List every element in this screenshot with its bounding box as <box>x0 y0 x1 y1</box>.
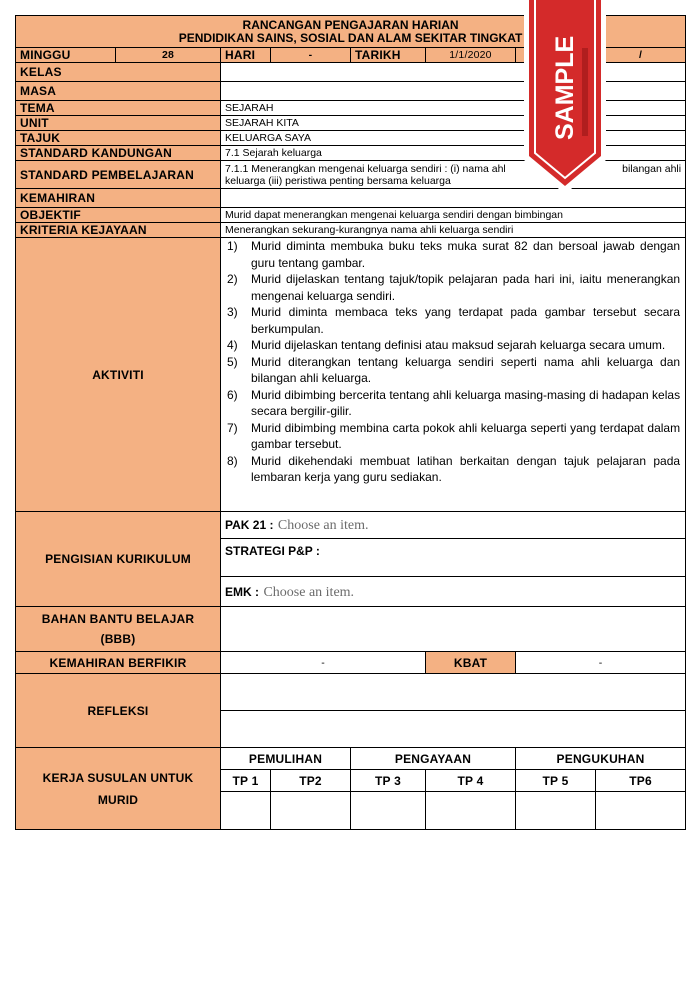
kbat-label: KBAT <box>426 652 516 674</box>
kriteria-label: KRITERIA KEJAYAAN <box>16 223 221 238</box>
strategi-row <box>221 539 686 577</box>
aktiviti-item-number: 3) <box>227 305 238 319</box>
kerja-susulan-line-2: MURID <box>97 792 139 807</box>
aktiviti-item-number: 8) <box>227 453 238 468</box>
aktiviti-item <box>227 420 680 453</box>
aktiviti-item-number: 6) <box>227 387 238 402</box>
aktiviti-item <box>227 354 680 387</box>
tp3-header: TP 3 <box>351 770 426 792</box>
extra-value: / <box>596 48 686 63</box>
aktiviti-item-text: Murid diminta membaca teks yang terdapat pada gambar tersebut secara berkumpulan. <box>251 305 681 336</box>
kemahiran-berfikir-value: - <box>221 652 426 674</box>
tp6-header: TP6 <box>596 770 686 792</box>
pak21-dropdown[interactable]: Choose an item. <box>277 518 369 533</box>
tp6-cell[interactable] <box>596 792 686 830</box>
bbb-label-line-2: (BBB) <box>100 632 136 646</box>
aktiviti-item <box>227 304 680 337</box>
standard-kandungan-label: STANDARD KANDUNGAN <box>16 146 221 161</box>
sp-text-a: 7.1.1 Menerangkan mengenai keluarga sendiri : (i) nama ahl <box>225 162 506 175</box>
standard-pembelajaran-value <box>221 161 686 189</box>
pemulihan-header: PEMULIHAN <box>221 748 351 770</box>
refleksi-line-2[interactable] <box>221 711 686 748</box>
kemahiran-berfikir-label: KEMAHIRAN BERFIKIR <box>16 652 221 674</box>
pengayaan-header: PENGAYAAN <box>351 748 516 770</box>
aktiviti-item-number: 1) <box>227 239 238 253</box>
tp4-header: TP 4 <box>426 770 516 792</box>
title-line-2: PENDIDIKAN SAINS, SOSIAL DAN ALAM SEKITAR TINGKAT <box>178 30 523 45</box>
unit-value: SEJARAH KITA <box>221 116 686 131</box>
refleksi-label: REFLEKSI <box>16 674 221 748</box>
hari-value: - <box>271 48 351 63</box>
standard-pembelajaran-label: STANDARD PEMBELAJARAN <box>16 161 221 189</box>
aktiviti-item-text: Murid dikehendaki membuat latihan berkaitan dengan tajuk pelajaran pada lembaran kerja yang guru sediakan. <box>251 453 681 484</box>
kbat-value: - <box>516 652 686 674</box>
kriteria-value: Menerangkan sekurang-kurangnya nama ahli keluarga sendiri <box>221 223 686 238</box>
aktiviti-item-text: Murid dibimbing membina carta pokok ahli keluarga seperti yang terdapat dalam gambar tersebut. <box>251 420 681 451</box>
objektif-label: OBJEKTIF <box>16 208 221 223</box>
tajuk-label: TAJUK <box>16 131 221 146</box>
emk-dropdown[interactable]: Choose an item. <box>263 584 355 600</box>
bbb-label-line-1: BAHAN BANTU BELAJAR <box>41 612 195 626</box>
aktiviti-item-number: 4) <box>227 338 238 352</box>
tp2-header: TP2 <box>271 770 351 792</box>
tarikh-label: TARIKH <box>351 48 426 63</box>
tajuk-value: KELUARGA SAYA <box>221 131 686 146</box>
aktiviti-item-text: Murid dijelaskan tentang definisi atau maksud sejarah keluarga secara umum. <box>251 338 666 352</box>
kemahiran-value[interactable] <box>221 189 686 208</box>
strategi-label: STRATEGI P&P : <box>225 544 320 558</box>
tp3-cell[interactable] <box>351 792 426 830</box>
aktiviti-item <box>227 387 680 420</box>
sample-watermark <box>521 0 609 195</box>
tp4-cell[interactable] <box>426 792 516 830</box>
minggu-label: MINGGU <box>16 48 116 63</box>
emk-label: EMK : <box>225 584 259 599</box>
minggu-value: 28 <box>116 48 221 63</box>
aktiviti-label: AKTIVITI <box>16 238 221 512</box>
kelas-value[interactable] <box>221 63 686 82</box>
tp2-cell[interactable] <box>271 792 351 830</box>
aktiviti-item-text: Murid diterangkan tentang keluarga sendiri seperti nama ahli keluarga dan bilangan ahli keluarga. <box>251 354 681 385</box>
kelas-label: KELAS <box>16 63 221 82</box>
kerja-susulan-label <box>16 748 221 830</box>
aktiviti-item-number: 7) <box>227 420 238 435</box>
stamp-text: SAMPLE <box>551 35 579 140</box>
aktiviti-content <box>221 238 686 512</box>
tp1-header: TP 1 <box>221 770 271 792</box>
sp-text-b: bilangan ahli <box>622 162 682 175</box>
tarikh-value: 1/1/2020 <box>426 48 516 63</box>
tema-value: SEJARAH <box>221 101 686 116</box>
bbb-label <box>16 607 221 652</box>
pengukuhan-header: PENGUKUHAN <box>516 748 686 770</box>
tp5-cell[interactable] <box>516 792 596 830</box>
aktiviti-item-number: 2) <box>227 272 238 286</box>
aktiviti-item-number: 5) <box>227 354 238 369</box>
aktiviti-item <box>227 238 680 271</box>
aktiviti-item-text: Murid diminta membuka buku teks muka surat 82 dan bersoal jawab dengan guru tentang gambar. <box>251 239 681 270</box>
pengisian-kurikulum-label: PENGISIAN KURIKULUM <box>16 512 221 607</box>
bbb-value[interactable] <box>221 607 686 652</box>
hari-label: HARI <box>221 48 271 63</box>
pak21-row <box>221 512 686 539</box>
title-line-1: RANCANGAN PENGAJARAN HARIAN <box>242 17 459 32</box>
masa-label: MASA <box>16 82 221 101</box>
aktiviti-item <box>227 337 680 354</box>
emk-row <box>221 577 686 607</box>
aktiviti-list <box>227 238 680 486</box>
standard-kandungan-value: 7.1 Sejarah keluarga <box>221 146 686 161</box>
tp5-header: TP 5 <box>516 770 596 792</box>
unit-label: UNIT <box>16 116 221 131</box>
tema-label: TEMA <box>16 101 221 116</box>
refleksi-line-1[interactable] <box>221 674 686 711</box>
pak21-label: PAK 21 : <box>225 518 274 532</box>
tp1-cell[interactable] <box>221 792 271 830</box>
aktiviti-item <box>227 453 680 486</box>
sp-text-c: keluarga (iii) peristiwa penting bersama keluarga <box>225 174 451 187</box>
masa-value[interactable] <box>221 82 686 101</box>
objektif-value: Murid dapat menerangkan mengenai keluarga sendiri dengan bimbingan <box>221 208 686 223</box>
aktiviti-item <box>227 271 680 304</box>
aktiviti-item-text: Murid dijelaskan tentang tajuk/topik pelajaran pada hari ini, iaitu menerangkan mengenai keluarga sendiri. <box>251 272 681 303</box>
kerja-susulan-line-1: KERJA SUSULAN UNTUK <box>42 770 194 785</box>
kemahiran-label: KEMAHIRAN <box>16 189 221 208</box>
aktiviti-item-text: Murid dibimbing bercerita tentang ahli keluarga masing-masing di hadapan kelas secara bergilir-gilir. <box>251 387 681 418</box>
